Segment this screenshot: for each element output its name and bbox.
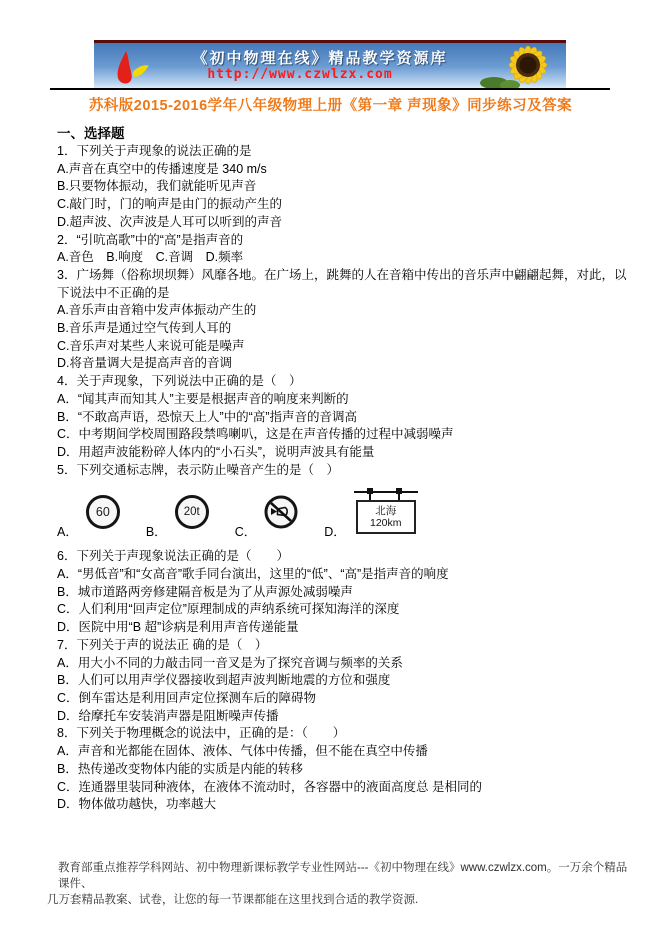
question-6-option-b: B．城市道路两旁修建隔音板是为了从声源处减弱噪声 — [57, 584, 353, 599]
speed-limit-60-sign — [86, 495, 120, 529]
question-4-option-d: D．用超声波能粉碎人体内的“小石头”，说明声波具有能量 — [57, 444, 375, 459]
site-banner — [94, 40, 566, 88]
question-2-stem: 2．“引吭高歌”中的“高”是指声音的 — [57, 232, 244, 247]
question-3-option-c: C.音乐声对某些人来说可能是噪声 — [57, 338, 245, 353]
question-3 — [57, 267, 637, 373]
no-honking-icon — [264, 495, 298, 529]
question-7-stem: 7．下列关于声的说法正 确的是（ ） — [57, 637, 268, 652]
footer-line-1: 教育部重点推荐学科网站、初中物理新课标教学专业性网站---《初中物理在线》www.czwlzx.com。一万余个精品课件、 — [58, 862, 628, 890]
question-4-option-b: B．“不敢高声语，恐惊天上人”中的“高”指声音的音调高 — [57, 409, 357, 424]
question-7-option-b: B．人们可以用声学仪器接收到超声波判断地震的方位和强度 — [57, 673, 391, 688]
question-1-option-b: B.只要物体振动，我们就能听见声音 — [57, 179, 257, 194]
question-6-stem: 6．下列关于声现象说法正确的是（ ） — [57, 549, 289, 564]
question-7 — [57, 637, 637, 726]
question-2 — [57, 232, 637, 267]
question-7-option-c: C．倒车雷达是利用回声定位探测车后的障碍物 — [57, 690, 317, 705]
distance-sign-destination: 北海 — [375, 504, 397, 517]
section-heading: 一、选择题 — [57, 126, 125, 141]
question-7-option-d: D．给摩托车安装消声器是阻断噪声传播 — [57, 708, 279, 723]
page-footer — [47, 860, 629, 908]
question-3-option-b: B.音乐声是通过空气传到人耳的 — [57, 321, 232, 336]
question-4-option-c: C．中考期间学校周围路段禁鸣喇叭，这是在声音传播的过程中减弱噪声 — [57, 427, 454, 442]
distance-sign-distance: 120km — [369, 517, 402, 530]
question-2-options: A.音色 B.响度 C.音调 D.频率 — [57, 250, 244, 265]
worksheet-body — [57, 125, 637, 814]
question-8-option-d: D．物体做功越快，功率越大 — [57, 797, 217, 812]
q5-traffic-signs-figure — [57, 481, 637, 539]
question-3-stem: 3．广场舞（俗称坝坝舞）风靡各地。在广场上，跳舞的人在音箱中传出的音乐声中翩翩起舞，对此，以下说法中不正确的是 — [57, 267, 627, 300]
question-8-option-b: B．热传递改变物体内能的实质是内能的转移 — [57, 761, 303, 776]
question-4-option-a: A．“闻其声而知其人”主要是根据声音的响度来判断的 — [57, 391, 349, 406]
question-4-stem: 4．关于声现象，下列说法中正确的是（ ） — [57, 374, 302, 389]
question-3-option-a: A.音乐声由音箱中发声体振动产生的 — [57, 303, 257, 318]
question-8 — [57, 725, 637, 814]
question-7-option-a: A．用大小不同的力敲击同一音叉是为了探究音调与频率的关系 — [57, 655, 403, 670]
page-title: 苏科版2015-2016学年八年级物理上册《第一章 声现象》同步练习及答案 — [88, 98, 573, 114]
footer-line-2: 几万套精品教案、试卷，让您的每一节课都能在这里找到合适的教学资源. — [47, 894, 419, 906]
question-1 — [57, 143, 637, 232]
distance-guide-sign — [354, 487, 418, 533]
question-1-option-c: C.敲门时，门的响声是由门的振动产生的 — [57, 197, 283, 212]
question-8-option-a: A．声音和光都能在固体、液体、气体中传播，但不能在真空中传播 — [57, 744, 428, 759]
question-5-stem: 5．下列交通标志牌，表示防止噪音产生的是（ ） — [57, 462, 339, 477]
question-6-option-c: C．人们利用“回声定位”原理制成的声纳系统可探知海洋的深度 — [57, 602, 400, 617]
question-6-option-d: D．医院中用“B 超”诊病是利用声音传递能量 — [57, 620, 299, 635]
question-8-option-c: C．连通器里装同种液体，在液体不流动时，各容器中的液面高度总 是相同的 — [57, 779, 483, 794]
banner-divider — [50, 88, 610, 90]
weight-limit-20t-sign — [175, 495, 209, 529]
speed-limit-60-text: 60 — [95, 505, 110, 520]
question-5 — [57, 462, 637, 540]
q5-figure-label-d: D． — [324, 525, 346, 540]
question-6-option-a: A．“男低音”和“女高音”歌手同台演出，这里的“低”、“高”是指声音的响度 — [57, 567, 449, 582]
sunflower-icon — [466, 40, 566, 88]
q5-figure-label-b: B． — [145, 525, 167, 540]
question-8-stem: 8．下列关于物理概念的说法中，正确的是：（ ） — [57, 726, 346, 741]
banner-site-url: http://www.czwlzx.com — [207, 67, 393, 82]
question-6 — [57, 548, 637, 637]
q5-figure-label-c: C． — [234, 525, 257, 540]
question-1-option-a: A.声音在真空中的传播速度是 340 m/s — [57, 161, 267, 176]
question-3-option-d: D.将音量调大是提高声音的音调 — [57, 356, 233, 371]
banner-site-title: 《初中物理在线》精品教学资源库 — [192, 50, 448, 67]
sign-hanger-bar — [354, 491, 418, 493]
q5-figure-label-a: A． — [57, 525, 78, 540]
distance-sign-board — [356, 500, 416, 534]
question-4 — [57, 373, 637, 462]
question-1-option-d: D.超声波、次声波是人耳可以听到的声音 — [57, 214, 283, 229]
question-1-stem: 1．下列关于声现象的说法正确的是 — [57, 144, 252, 158]
weight-limit-20t-text: 20t — [183, 506, 200, 519]
